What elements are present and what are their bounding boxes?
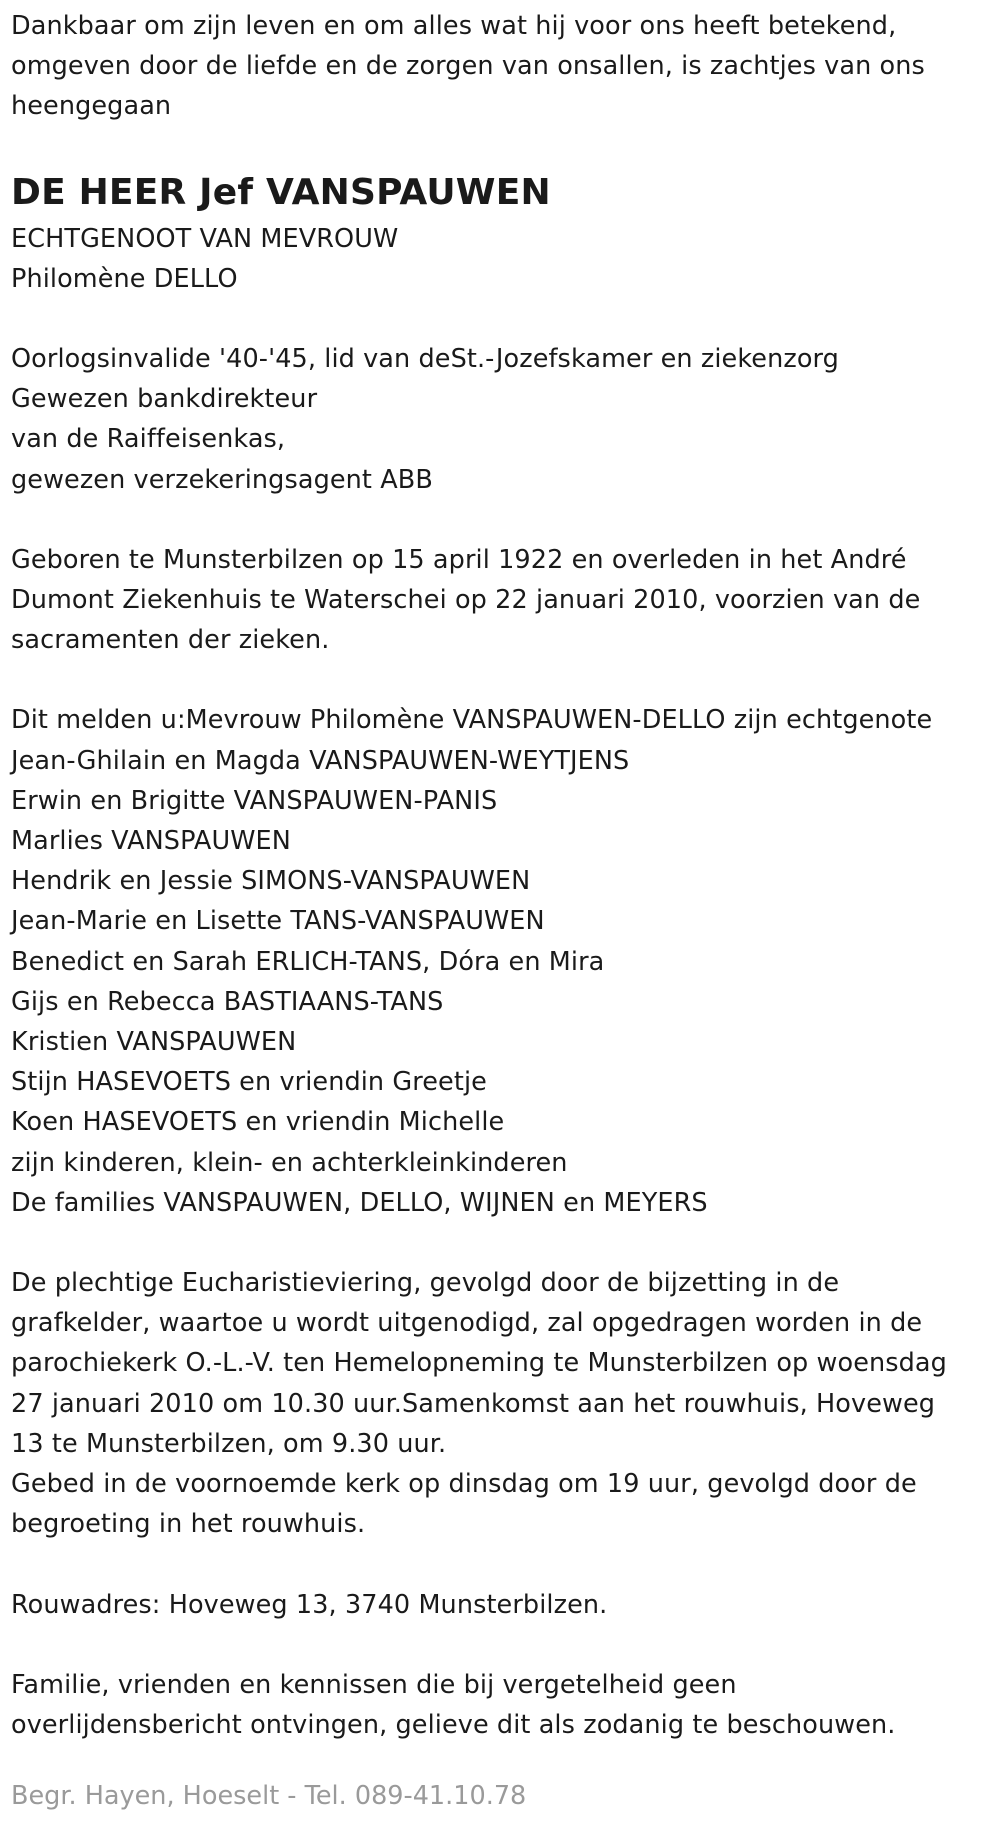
role-line: gewezen verzekeringsagent ABB bbox=[11, 464, 433, 495]
family-line: Benedict en Sarah ERLICH-TANS, Dóra en Mira bbox=[11, 946, 605, 977]
family-line: Koen HASEVOETS en vriendin Michelle bbox=[11, 1107, 505, 1138]
funeral-home-footer: Begr. Hayen, Hoeselt - Tel. 089-41.10.78 bbox=[11, 1781, 527, 1811]
closing-paragraph bbox=[11, 1665, 990, 1745]
family-line: Erwin en Brigitte VANSPAUWEN-PANIS bbox=[11, 785, 498, 816]
closing-line: overlijdensbericht ontvingen, gelieve dit als zodanig te beschouwen. bbox=[11, 1709, 896, 1740]
family-line: Hendrik en Jessie SIMONS-VANSPAUWEN bbox=[11, 866, 531, 897]
family-line: Kristien VANSPAUWEN bbox=[11, 1027, 297, 1058]
intro-line: omgeven door de liefde en de zorgen van onsallen, is zachtjes van ons bbox=[11, 51, 925, 82]
ceremony-line: grafkelder, waartoe u wordt uitgenodigd, zal opgedragen worden in de bbox=[11, 1308, 923, 1339]
family-line: Gijs en Rebecca BASTIAANS-TANS bbox=[11, 986, 444, 1017]
birth-death-line: Geboren te Munsterbilzen op 15 april 1922 en overleden in het André bbox=[11, 544, 907, 575]
ceremony-line: parochiekerk O.-L.-V. ten Hemelopneming te Munsterbilzen op woensdag bbox=[11, 1348, 947, 1379]
family-line: De families VANSPAUWEN, DELLO, WIJNEN en MEYERS bbox=[11, 1187, 708, 1218]
birth-death-paragraph bbox=[11, 540, 990, 661]
ceremony-paragraph bbox=[11, 1263, 990, 1544]
family-line: Stijn HASEVOETS en vriendin Greetje bbox=[11, 1067, 487, 1098]
role-line: Oorlogsinvalide '40-'45, lid van deSt.-Jozefskamer en ziekenzorg bbox=[11, 344, 839, 375]
deceased-section bbox=[11, 167, 990, 299]
intro-paragraph bbox=[11, 6, 990, 127]
spouse-line: ECHTGENOOT VAN MEVROUW bbox=[11, 223, 399, 254]
ceremony-line: Gebed in de voornoemde kerk op dinsdag om 19 uur, gevolgd door de bbox=[11, 1469, 917, 1500]
ceremony-line: begroeting in het rouwhuis. bbox=[11, 1509, 366, 1540]
ceremony-line: 27 januari 2010 om 10.30 uur.Samenkomst aan het rouwhuis, Hoveweg bbox=[11, 1388, 936, 1419]
spouse-line: Philomène DELLO bbox=[11, 263, 238, 294]
ceremony-line: 13 te Munsterbilzen, om 9.30 uur. bbox=[11, 1428, 447, 1459]
roles-paragraph bbox=[11, 339, 990, 500]
closing-line: Familie, vrienden en kennissen die bij vergetelheid geen bbox=[11, 1669, 737, 1700]
family-line: Dit melden u:Mevrouw Philomène VANSPAUWEN-DELLO zijn echtgenote bbox=[11, 705, 933, 736]
address-line: Rouwadres: Hoveweg 13, 3740 Munsterbilzen. bbox=[11, 1589, 608, 1620]
intro-line: Dankbaar om zijn leven en om alles wat hij voor ons heeft betekend, bbox=[11, 11, 897, 41]
ceremony-line: De plechtige Eucharistieviering, gevolgd door de bijzetting in de bbox=[11, 1268, 840, 1299]
intro-line: heengegaan bbox=[11, 91, 172, 122]
address-paragraph bbox=[11, 1585, 990, 1625]
role-line: van de Raiffeisenkas, bbox=[11, 424, 286, 455]
family-line: Jean-Marie en Lisette TANS-VANSPAUWEN bbox=[11, 906, 545, 937]
family-line: Marlies VANSPAUWEN bbox=[11, 826, 291, 857]
role-line: Gewezen bankdirekteur bbox=[11, 384, 318, 415]
family-line: zijn kinderen, klein- en achterkleinkinderen bbox=[11, 1147, 568, 1178]
birth-death-line: sacramenten der zieken. bbox=[11, 625, 330, 656]
family-line: Jean-Ghilain en Magda VANSPAUWEN-WEYTJENS bbox=[11, 745, 630, 776]
deceased-name: DE HEER Jef VANSPAUWEN bbox=[11, 171, 551, 213]
family-list bbox=[11, 700, 990, 1223]
birth-death-line: Dumont Ziekenhuis te Waterschei op 22 januari 2010, voorzien van de bbox=[11, 585, 921, 616]
